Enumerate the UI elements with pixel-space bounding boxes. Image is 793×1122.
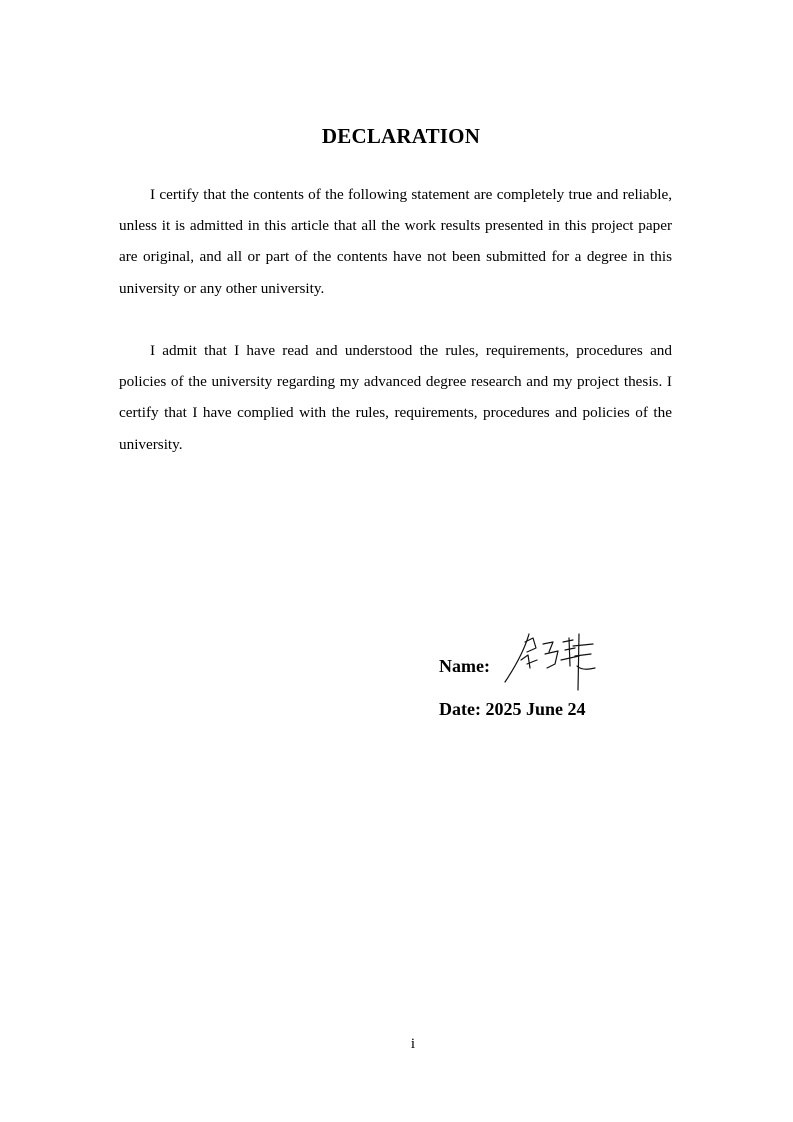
date-label: Date: 2025 June 24 — [439, 699, 586, 719]
name-label: Name: — [439, 656, 490, 676]
compliance-paragraph: I admit that I have read and understood the rules, requirements, procedures and policies of the university regarding my advanced degree research and my project thesis. I certify that I have complied with the rules, requirements, procedures and policies of the university. — [119, 342, 672, 453]
page-number: i — [410, 1036, 416, 1052]
handwritten-signature-icon — [503, 626, 598, 692]
page-title: DECLARATION — [321, 124, 481, 148]
certification-paragraph: I certify that the contents of the following statement are completely true and reliable, unless it is admitted in this article that all the work results presented in this project paper are original, and all or part of the contents have not been submitted for a degree in this university or any other university. — [119, 186, 672, 297]
